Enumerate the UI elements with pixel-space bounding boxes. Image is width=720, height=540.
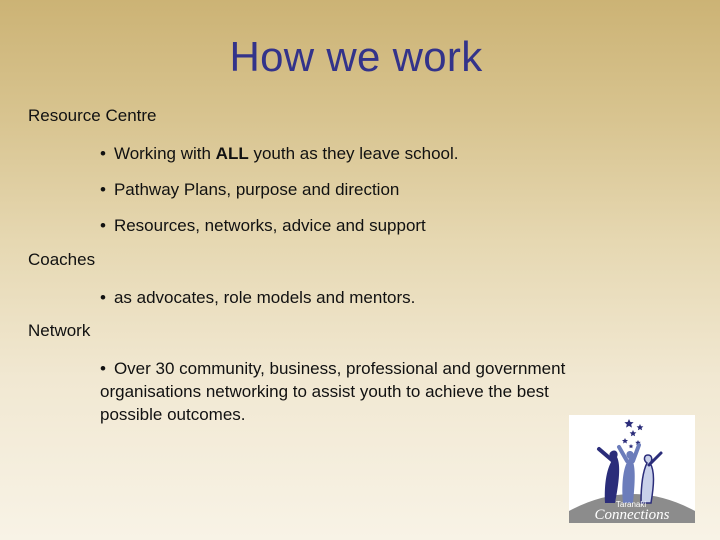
logo-line2: Connections <box>594 507 670 523</box>
bullet-dot: • <box>100 216 106 235</box>
section-heading-network: Network <box>28 321 91 340</box>
bullet-resources-networks: • Resources, networks, advice and support <box>100 216 426 235</box>
bullet-dot: • <box>100 180 106 199</box>
section-heading-coaches: Coaches <box>28 250 96 269</box>
section-heading-resource-centre: Resource Centre <box>28 106 157 125</box>
bullet-dot: • <box>100 359 106 378</box>
bullet-dot: • <box>100 144 106 163</box>
logo-graphic <box>569 415 695 523</box>
logo-line1: Taranaki <box>615 500 647 509</box>
bullet-working-with-all-youth: • Working with ALL youth as they leave school. <box>100 144 459 163</box>
slide-title: How we work <box>229 33 483 80</box>
taranaki-connections-logo <box>569 415 695 523</box>
bullet-advocates-role-models: • as advocates, role models and mentors. <box>100 288 416 307</box>
bullet-over-30-organisations: • Over 30 community, business, professional and government organisations networking to assist youth to achieve the best possible outcomes. <box>100 359 566 424</box>
bullet-dot: • <box>100 288 106 307</box>
bullet-pathway-plans: • Pathway Plans, purpose and direction <box>100 180 400 199</box>
